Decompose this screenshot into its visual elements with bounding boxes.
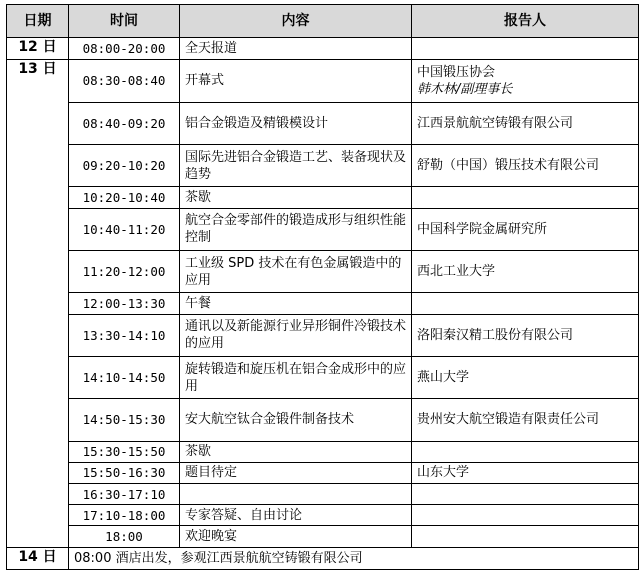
content-cell: 开幕式 [180,60,412,102]
time-cell: 09:20-10:20 [69,145,180,187]
time-cell: 15:30-15:50 [69,441,180,462]
header-time: 时间 [69,5,180,38]
content-cell: 欢迎晚宴 [180,526,412,547]
speaker-cell: 中国科学院金属研究所 [412,208,639,250]
speaker-cell [412,505,639,526]
time-cell: 15:50-16:30 [69,462,180,483]
content-cell: 安大航空钛合金锻件制备技术 [180,399,412,441]
time-cell: 18:00 [69,526,180,547]
table-row [7,441,639,462]
schedule-table [6,4,639,570]
content-cell [180,484,412,505]
table-row [7,462,639,483]
time-cell: 10:20-10:40 [69,187,180,208]
table-row [7,187,639,208]
table-row [7,208,639,250]
speaker-cell [412,484,639,505]
time-cell: 08:40-09:20 [69,102,180,144]
table-row [7,505,639,526]
speaker-cell: 舒勒（中国）锻压技术有限公司 [412,145,639,187]
speaker-cell [412,526,639,547]
speaker-name: 韩木林/副理事长 [417,81,513,97]
content-cell: 国际先进铝合金锻造工艺、装备现状及趋势 [180,145,412,187]
content-cell: 工业级 SPD 技术在有色金属锻造中的应用 [180,250,412,292]
content-cell: 航空合金零部件的锻造成形与组织性能控制 [180,208,412,250]
table-row [7,250,639,292]
content-cell: 茶歇 [180,187,412,208]
speaker-cell [412,293,639,314]
table-row [7,293,639,314]
content-cell: 专家答疑、自由讨论 [180,505,412,526]
table-row [7,356,639,398]
header-row [7,5,639,38]
speaker-cell [412,187,639,208]
time-cell: 08:00-20:00 [69,38,180,60]
speaker-cell: 山东大学 [412,462,639,483]
content-cell: 午餐 [180,293,412,314]
speaker-cell [412,60,639,102]
speaker-cell [412,38,639,60]
table-row [7,38,639,60]
visit-cell: 08:00 酒店出发，参观江西景航航空铸锻有限公司 [69,547,639,569]
time-cell: 14:10-14:50 [69,356,180,398]
table-row [7,60,639,102]
header-speaker: 报告人 [412,5,639,38]
table-row [7,484,639,505]
content-cell: 铝合金锻造及精锻模设计 [180,102,412,144]
table-row [7,314,639,356]
header-content: 内容 [180,5,412,38]
time-cell: 16:30-17:10 [69,484,180,505]
content-cell: 全天报道 [180,38,412,60]
date-cell-13: 13 日 [7,60,69,547]
speaker-cell: 洛阳秦汉精工股份有限公司 [412,314,639,356]
date-cell-14: 14 日 [7,547,69,569]
time-cell: 13:30-14:10 [69,314,180,356]
speaker-cell: 西北工业大学 [412,250,639,292]
time-cell: 08:30-08:40 [69,60,180,102]
date-cell-12: 12 日 [7,38,69,60]
speaker-cell: 燕山大学 [412,356,639,398]
speaker-cell: 江西景航航空铸锻有限公司 [412,102,639,144]
speaker-cell: 贵州安大航空锻造有限责任公司 [412,399,639,441]
time-cell: 17:10-18:00 [69,505,180,526]
speaker-cell [412,441,639,462]
table-row [7,145,639,187]
time-cell: 14:50-15:30 [69,399,180,441]
content-cell: 通讯以及新能源行业异形铜件冷锻技术的应用 [180,314,412,356]
content-cell: 旋转锻造和旋压机在铝合金成形中的应用 [180,356,412,398]
time-cell: 11:20-12:00 [69,250,180,292]
speaker-org: 中国锻压协会 [417,64,496,80]
table-row [7,399,639,441]
time-cell: 12:00-13:30 [69,293,180,314]
content-cell: 题目待定 [180,462,412,483]
time-cell: 10:40-11:20 [69,208,180,250]
content-cell: 茶歇 [180,441,412,462]
table-row [7,547,639,569]
table-row [7,102,639,144]
table-row [7,526,639,547]
header-date: 日期 [7,5,69,38]
